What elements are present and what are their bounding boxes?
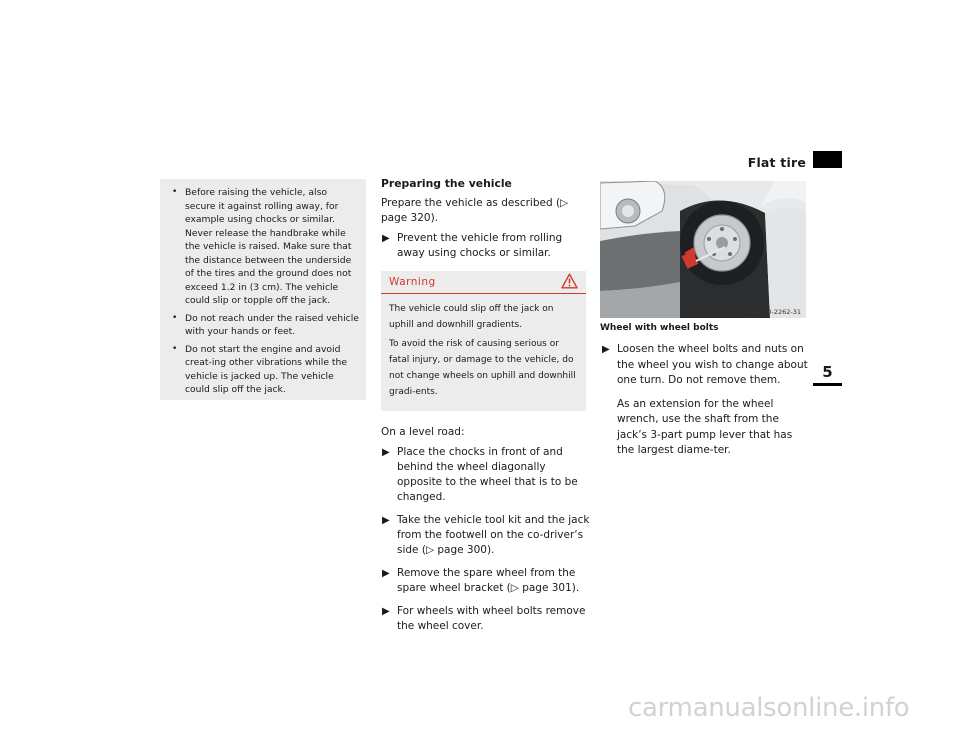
bullet-icon: • — [172, 343, 178, 354]
intro-paragraph: Prepare the vehicle as described (▷ page 320). — [381, 197, 569, 224]
section-heading: Preparing the vehicle — [381, 177, 512, 190]
step-arrow-icon: ▶ — [382, 606, 390, 617]
step-text: Remove the spare wheel from the spare wheel bracket (▷ page 301). — [397, 567, 580, 594]
warning-box — [381, 271, 586, 411]
wheel-steps-column — [601, 342, 811, 459]
safety-note — [172, 343, 360, 397]
warning-triangle-icon — [561, 273, 578, 297]
watermark: carmanualsonline.info — [628, 693, 910, 723]
warning-text: The vehicle could slip off the jack on uphill and downhill gradients. — [389, 304, 554, 330]
warning-text: To avoid the risk of causing serious or fatal injury, or damage to the vehicle, do not change wheels on uphill and downhill gradi-ents. — [389, 339, 576, 397]
chapter-number: 5 — [813, 362, 842, 386]
step-arrow-icon: ▶ — [382, 568, 390, 579]
preparing-vehicle-column — [381, 176, 591, 642]
step-arrow-icon: ▶ — [382, 233, 390, 244]
step-text: Loosen the wheel bolts and nuts on the wheel you wish to change about one turn. Do not remove them. — [617, 343, 808, 386]
step-text: Prevent the vehicle from rolling away using chocks or similar. — [397, 232, 563, 259]
page-title: Flat tire — [747, 155, 806, 170]
safety-note-text: Do not start the engine and avoid creat-ing other vibrations while the vehicle is jacked up. The vehicle could slip off the jack. — [185, 343, 347, 395]
chapter-tab-marker — [813, 151, 842, 168]
warning-header — [381, 271, 586, 294]
safety-note — [172, 186, 360, 308]
instruction-step — [381, 231, 591, 261]
safety-note-text: Before raising the vehicle, also secure it against rolling away, for example using chocks or similar. Never release the handbrake while the vehicle is raised. Make sure that the distance between the underside of the tires and the ground does not exceed 1.2 in (3 cm). The vehicle could slip or topple off the jack. — [185, 187, 352, 306]
wheel-illustration — [600, 181, 806, 318]
step-text: Take the vehicle tool kit and the jack from the footwell on the co-driver’s side (▷ page 300). — [397, 514, 590, 556]
safety-note — [172, 312, 360, 339]
instruction-step — [381, 445, 591, 505]
wheel-photo — [600, 181, 806, 318]
instruction-step — [601, 342, 811, 389]
step-arrow-icon: ▶ — [602, 344, 610, 355]
figure-id: N40.10-2262-31 — [748, 308, 801, 316]
level-road-intro: On a level road: — [381, 426, 465, 438]
instruction-step — [381, 513, 591, 558]
warning-body — [381, 294, 586, 400]
instruction-step — [381, 604, 591, 634]
safety-note-text: Do not reach under the raised vehicle with your hands or feet. — [185, 312, 359, 337]
step-arrow-icon: ▶ — [382, 447, 390, 458]
figure-caption: Wheel with wheel bolts — [600, 323, 719, 333]
step-arrow-icon: ▶ — [382, 515, 390, 526]
warning-label: Warning — [389, 276, 436, 288]
instruction-step — [381, 566, 591, 596]
extension-note: As an extension for the wheel wrench, use the shaft from the jack’s 3-part pump lever that has the largest diame-ter. — [617, 397, 793, 456]
safety-notes-box — [160, 179, 366, 400]
bullet-icon: • — [172, 312, 178, 323]
bullet-icon: • — [172, 187, 178, 197]
step-text: Place the chocks in front of and behind the wheel diagonally opposite to the wheel that is to be changed. — [397, 446, 578, 503]
step-text: For wheels with wheel bolts remove the wheel cover. — [397, 605, 586, 632]
